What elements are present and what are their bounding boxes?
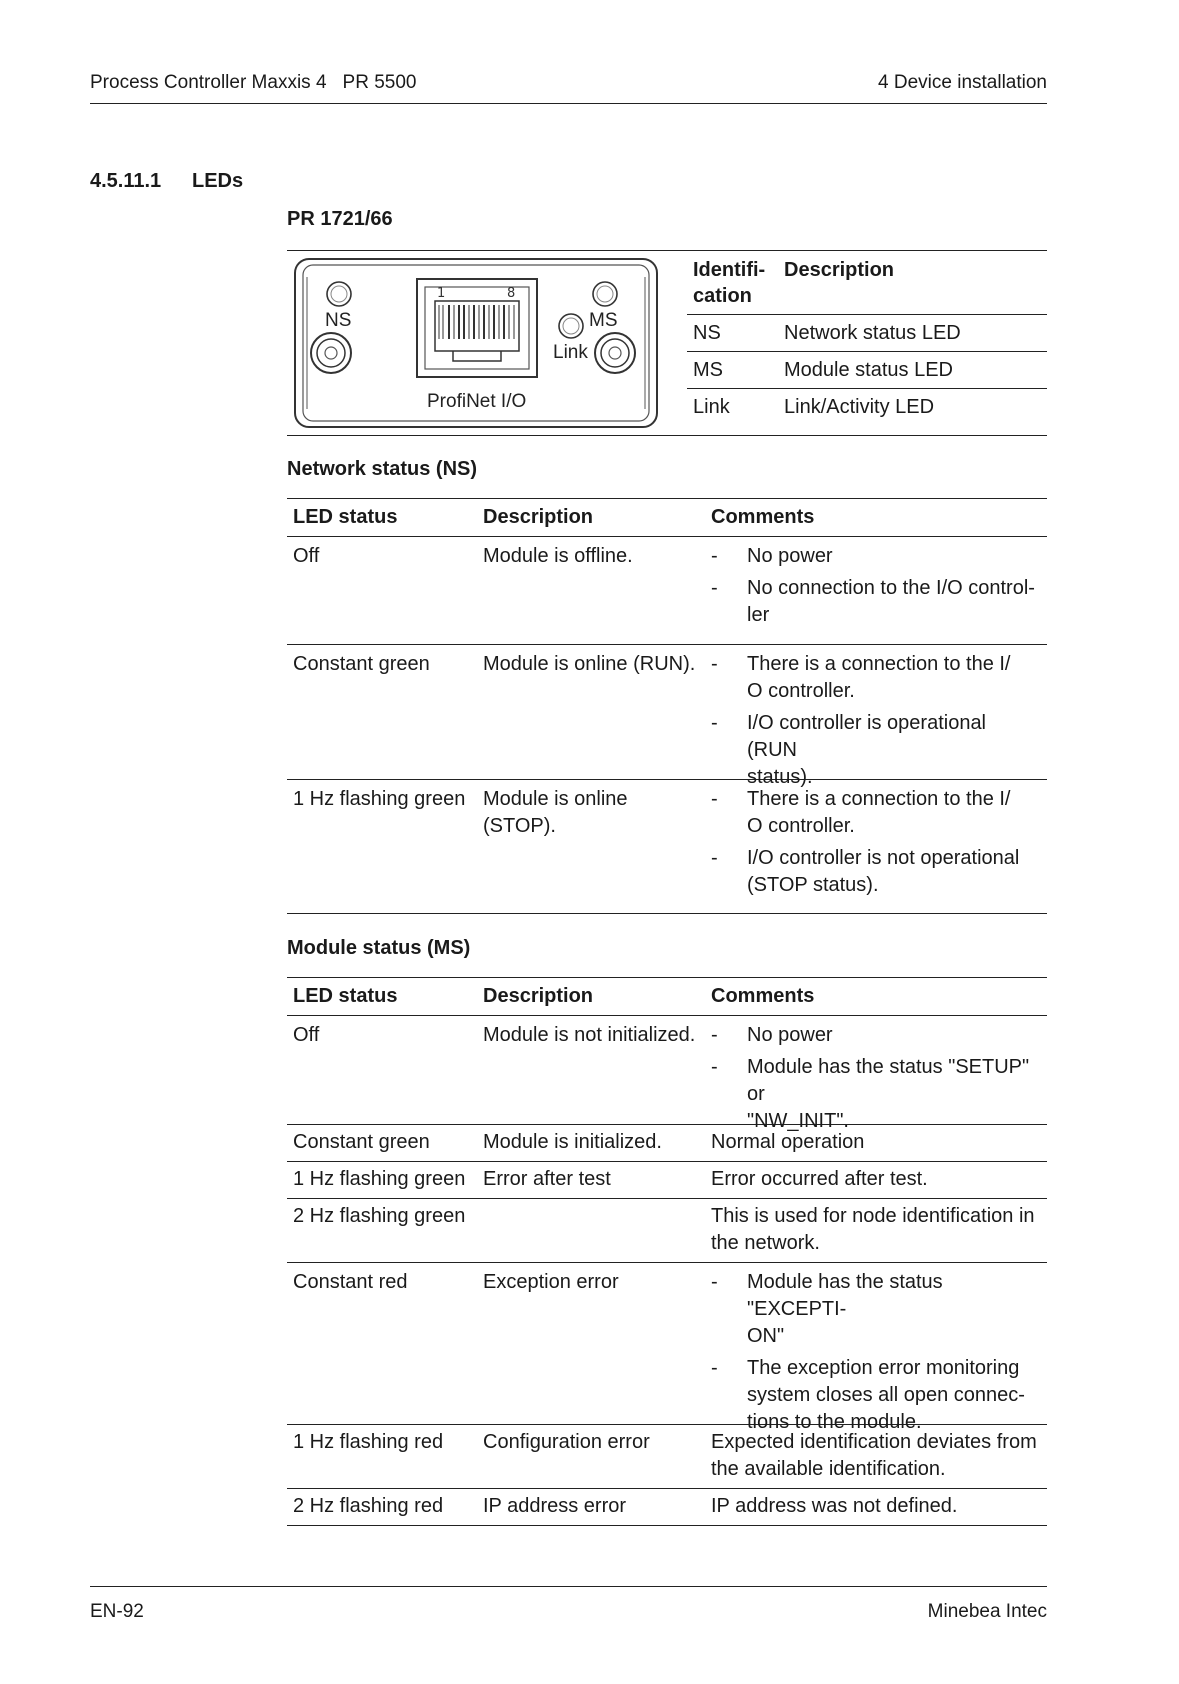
list-item: - I/O controller is operational (RUN status). [711,712,987,788]
table-row: 1 Hz flashing red Configuration error Expected identification deviates from the available identification. [287,1425,1047,1489]
page-footer [90,1586,1047,1622]
network-status-table [287,498,1047,914]
header-chapter: 4 Device installation [878,72,1047,93]
page-header [90,72,1047,104]
network-status-title: Network status (NS) [287,458,478,480]
table-row: 2 Hz flashing red IP address error IP address was not defined. [287,1489,1047,1526]
device-title: PR 1721/66 [287,208,393,230]
table-row: 1 Hz flashing green Error after test Error occurred after test. [287,1162,1047,1199]
ns-label: NS [325,310,352,331]
table-row: Link Link/Activity LED [693,396,935,418]
section-number: 4.5.11.1 [90,170,162,192]
list-item: - There is a connection to the I/ O controller. [711,653,1011,702]
identification-table [687,251,1047,426]
list-item: - No power [711,545,833,567]
list-item: - Module has the status "EXCEPTI- ON" [711,1271,943,1347]
table-row: MS Module status LED [687,352,1047,389]
svg-text:8: 8 [507,286,516,301]
rj45-port [417,279,537,377]
header-product: Process Controller Maxxis 4 [90,72,327,93]
table-row: Constant green Module is online (RUN). - There is a connection to the I/ O controller. - I/O controller is operational (RUN status). [287,645,1047,780]
page-number: EN-92 [90,1601,144,1622]
table-header: LED status Description Comments [287,498,1047,537]
list-item: - The exception error monitoring system closes all open connec- tions to the module. [711,1357,1025,1433]
table-row: Off Module is not initialized. - No power - Module has the status "SETUP" or "NW_INIT". [287,1016,1047,1125]
svg-text:1: 1 [437,286,446,301]
link-label: Link [553,342,588,363]
desc-col-header: Description [784,259,895,281]
section-title: LEDs [192,170,244,192]
id-table-header [687,251,1047,315]
module-name-label: ProfiNet I/O [427,391,527,412]
module-status-table [287,977,1047,1526]
table-row: Off Module is offline. - No power - No connection to the I/O control- ler [287,537,1047,645]
list-item: - No connection to the I/O control- ler [711,577,1035,626]
list-item: - No power [711,1024,833,1046]
profinet-module-image [293,257,659,429]
table-row: 1 Hz flashing green Module is online (STOP). - There is a connection to the I/ O controller. - I/O controller is not operational (STOP status). [287,780,1047,914]
footer-brand: Minebea Intec [927,1601,1047,1622]
table-row: NS Network status LED [687,315,1047,352]
table-row: 2 Hz flashing green This is used for node identification in the network. [287,1199,1047,1263]
table-row: Constant green Module is initialized. Normal operation [287,1125,1047,1162]
list-item: - There is a connection to the I/ O controller. [711,788,1011,837]
table-header: LED status Description Comments [287,977,1047,1016]
ms-label: MS [589,310,618,331]
device-block [287,250,1047,436]
section-heading [90,170,243,193]
module-status-title: Module status (MS) [287,937,471,959]
table-row: Constant red Exception error - Module has the status "EXCEPTI- ON" - The exception error monitoring system closes all open connec- tions to the module. [287,1263,1047,1425]
list-item: - I/O controller is not operational (STOP status). [711,847,1020,896]
header-model: PR 5500 [342,72,417,93]
id-col-header: Identifi- cation [693,259,766,307]
list-item: - Module has the status "SETUP" or "NW_INIT". [711,1056,1030,1132]
